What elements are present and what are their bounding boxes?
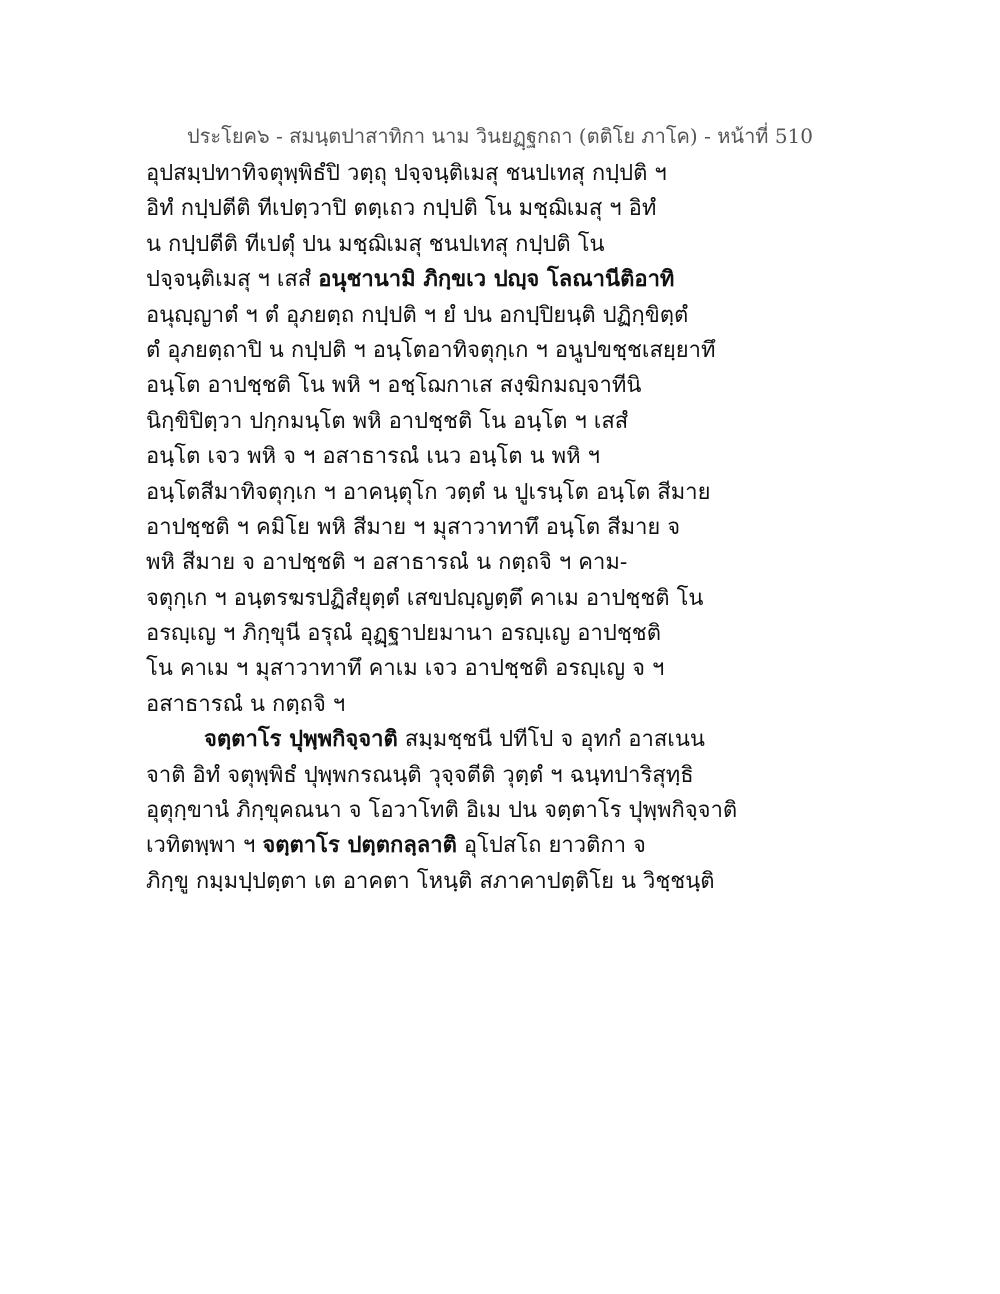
bold-term: จตฺตาโร ปุพฺพกิจฺจาติ [204,726,398,753]
bold-term: จตฺตาโร ปตฺตกลฺลาติ [262,832,457,859]
text-line [146,793,846,828]
text-segment: อาปชฺชติ ฯ คมิโย พหิ สีมาย ฯ มุสาวาทาทึ อนฺโต สีมาย จ [146,514,681,540]
text-segment: อนฺโต เจว พหิ จ ฯ อสาธารณํ เนว อนฺโต น พหิ ฯ [146,444,600,470]
text-segment: พหิ สีมาย จ อาปชฺชติ ฯ อสาธารณํ น กตฺถจิ ฯ คาม- [146,550,628,576]
text-line [146,227,846,262]
page-header-text: ประโยค๖ - สมนฺตปาสาทิกา นาม วินยฏฺฐกถา (ตติโย ภาโค) - หน้าที่ 510 [186,124,814,148]
text-line [146,687,846,722]
text-segment: อิทํ กปฺปตีติ ทีเปตฺวาปิ ตตฺเถว กปฺปติ โน มชฺฌิเมสุ ฯ อิทํ [146,196,657,222]
text-line [146,439,846,474]
text-line [146,510,846,545]
text-line [146,864,846,899]
text-line [146,545,846,580]
text-segment: น กปฺปตีติ ทีเปตุํ ปน มชฺฌิเมสุ ชนปเทสุ กปฺปติ โน [146,231,605,257]
text-segment: สมฺมชฺชนี ปทีโป จ อุทกํ อาสเนน [397,727,705,753]
text-segment: เวทิตพฺพา ฯ [146,833,263,859]
text-segment: ภิกฺขู กมฺมปฺปตฺตา เต อาคตา โหนฺติ สภาคาปตฺติโย น วิชฺชนฺติ [146,868,715,894]
text-segment: อรญฺเญ ฯ ภิกฺขุนี อรุณํ อุฏฺฐาปยมานา อรญฺเญ อาปชฺชติ [146,621,661,647]
text-line [146,475,846,510]
text-line [146,758,846,793]
text-segment: อุปสมฺปทาทิจตุพฺพิธํปิ วตฺถุ ปจฺจนฺติเมสุ ชนปเทสุ กปฺปติ ฯ [146,161,667,186]
page-header [0,120,1000,152]
text-line [146,404,846,439]
text-segment: นิกฺขิปิตฺวา ปกฺกมนฺโต พหิ อาปชฺชติ โน อนฺโต ฯ เสสํ [146,408,629,434]
text-segment: อนฺโต อาปชฺชติ โน พหิ ฯ อชฺโฌกาเส สงฺฆิกมญฺจาทีนิ [146,373,642,399]
text-segment: จาติ อิทํ จตุพฺพิธํ ปุพฺพกรณนฺติ วุจฺจตีติ วุตฺตํ ฯ ฉนฺทปาริสุทฺธิ [146,762,694,788]
text-segment: อุตุกฺขานํ ภิกฺขุคณนา จ โอวาโทติ อิเม ปน จตฺตาโร ปุพฺพกิจฺจาติ [146,798,738,824]
bold-term: อนุชานามิ ภิกฺขเว ปญฺจ โลณานีติอาทิ [318,266,675,293]
text-segment: อนฺโตสีมาทิจตุกฺเก ฯ อาคนฺตุโก วตฺตํ น ปูเรนฺโต อนฺโต สีมาย [146,479,711,505]
text-line [146,651,846,686]
text-segment: อุโปสโถ ยาวติกา จ [456,833,646,859]
text-segment: อสาธารณํ น กตฺถจิ ฯ [146,691,346,717]
text-line [146,368,846,403]
text-line [146,616,846,651]
text-line [146,828,846,863]
text-line [146,298,846,333]
text-line [146,333,846,368]
text-line [146,581,846,616]
text-line [146,722,846,757]
text-segment: โน คาเม ฯ มุสาวาทาทึ คาเม เจว อาปชฺชติ อรญฺเญ จ ฯ [146,656,665,682]
text-segment: ปจฺจนฺติเมสุ ฯ เสสํ [146,267,319,293]
body-text [146,156,846,899]
text-segment: ตํ อุภยตฺถาปิ น กปฺปติ ฯ อนฺโตอาทิจตุกฺเก ฯ อนูปขชฺชเสยฺยาทึ [146,337,716,363]
text-line [146,191,846,226]
text-segment: อนุญฺญาตํ ฯ ตํ อุภยตฺถ กปฺปติ ฯ ยํ ปน อกปฺปิยนฺติ ปฏิกฺขิตฺตํ [146,302,689,328]
text-segment: จตุกฺเก ฯ อนฺตรฆรปฏิสํยุตฺตํ เสขปญฺญตฺตึ คาเม อาปชฺชติ โน [146,585,704,611]
text-line [146,156,846,191]
text-line [146,262,846,297]
